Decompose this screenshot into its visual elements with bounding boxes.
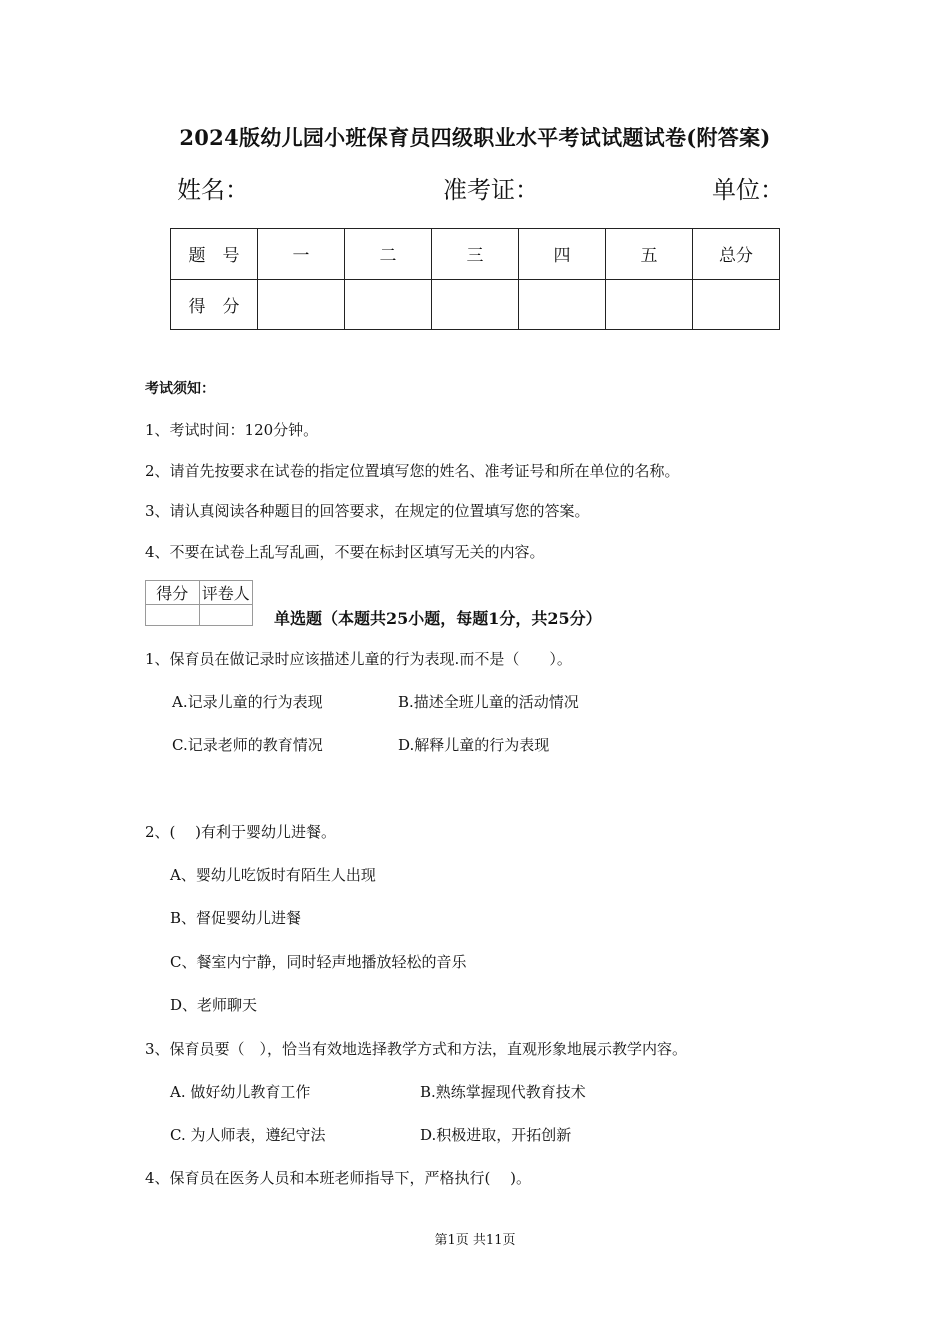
score-entry-cell[interactable] xyxy=(606,279,693,330)
grader-box xyxy=(145,580,253,626)
score-entry-cell[interactable] xyxy=(432,279,519,330)
question-option[interactable]: B.描述全班儿童的活动情况 xyxy=(398,693,579,711)
notice-item: 3、请认真阅读各种题目的回答要求，在规定的位置填写您的答案。 xyxy=(145,502,590,520)
question-option[interactable]: C. 为人师表，遵纪守法 xyxy=(170,1126,326,1144)
score-table-cell: 总分 xyxy=(693,229,780,280)
question-option[interactable]: D.积极进取，开拓创新 xyxy=(420,1126,572,1144)
grader-score-label: 得分 xyxy=(146,581,200,605)
score-entry-cell[interactable] xyxy=(258,279,345,330)
score-entry-cell[interactable] xyxy=(693,279,780,330)
question-option[interactable]: D.解释儿童的行为表现 xyxy=(398,736,550,754)
score-table xyxy=(170,228,780,330)
notice-item: 1、考试时间：120分钟。 xyxy=(145,421,319,439)
grader-name-label: 评卷人 xyxy=(199,581,253,605)
grader-name-cell[interactable] xyxy=(199,605,253,626)
page-title: 2024版幼儿园小班保育员四级职业水平考试试题试卷(附答案) xyxy=(179,125,771,150)
score-table-cell: 三 xyxy=(432,229,519,280)
score-table-cell: 二 xyxy=(345,229,432,280)
question-stem: 1、保育员在做记录时应该描述儿童的行为表现.而不是（ ）。 xyxy=(145,650,572,668)
question-option[interactable]: C、餐室内宁静，同时轻声地播放轻松的音乐 xyxy=(170,953,467,971)
score-table-cell: 五 xyxy=(606,229,693,280)
score-table-cell: 得 分 xyxy=(171,279,258,330)
question-option[interactable]: A、婴幼儿吃饭时有陌生人出现 xyxy=(170,866,376,884)
question-option[interactable]: B、督促婴幼儿进餐 xyxy=(170,909,302,927)
name-label: 姓名： xyxy=(177,176,249,204)
grader-score-cell[interactable] xyxy=(146,605,200,626)
page-footer: 第1页 共11页 xyxy=(434,1233,516,1248)
score-entry-cell[interactable] xyxy=(519,279,606,330)
notice-item: 4、不要在试卷上乱写乱画，不要在标封区填写无关的内容。 xyxy=(145,543,545,561)
question-stem: 3、保育员要（ ），恰当有效地选择教学方式和方法，直观形象地展示教学内容。 xyxy=(145,1040,688,1058)
unit-label: 单位： xyxy=(712,176,784,204)
score-table-cell: 四 xyxy=(519,229,606,280)
exam-id-label: 准考证： xyxy=(443,176,539,204)
notice-heading: 考试须知： xyxy=(145,381,215,397)
score-table-score-row xyxy=(171,279,780,330)
question-stem: 2、( )有利于婴幼儿进餐。 xyxy=(145,823,337,841)
question-option[interactable]: C.记录老师的教育情况 xyxy=(172,736,323,754)
notice-item: 2、请首先按要求在试卷的指定位置填写您的姓名、准考证号和所在单位的名称。 xyxy=(145,462,680,480)
question-option[interactable]: A.记录儿童的行为表现 xyxy=(172,693,323,711)
score-table-cell: 题 号 xyxy=(171,229,258,280)
question-option[interactable]: B.熟练掌握现代教育技术 xyxy=(420,1083,586,1101)
question-option[interactable]: D、老师聊天 xyxy=(170,996,258,1014)
score-table-header-row xyxy=(171,229,780,280)
section-heading: 单选题（本题共25小题，每题1分，共25分） xyxy=(274,609,602,628)
question-option[interactable]: A. 做好幼儿教育工作 xyxy=(170,1083,311,1101)
score-table-cell: 一 xyxy=(258,229,345,280)
question-stem: 4、保育员在医务人员和本班老师指导下，严格执行( )。 xyxy=(145,1169,532,1187)
score-entry-cell[interactable] xyxy=(345,279,432,330)
